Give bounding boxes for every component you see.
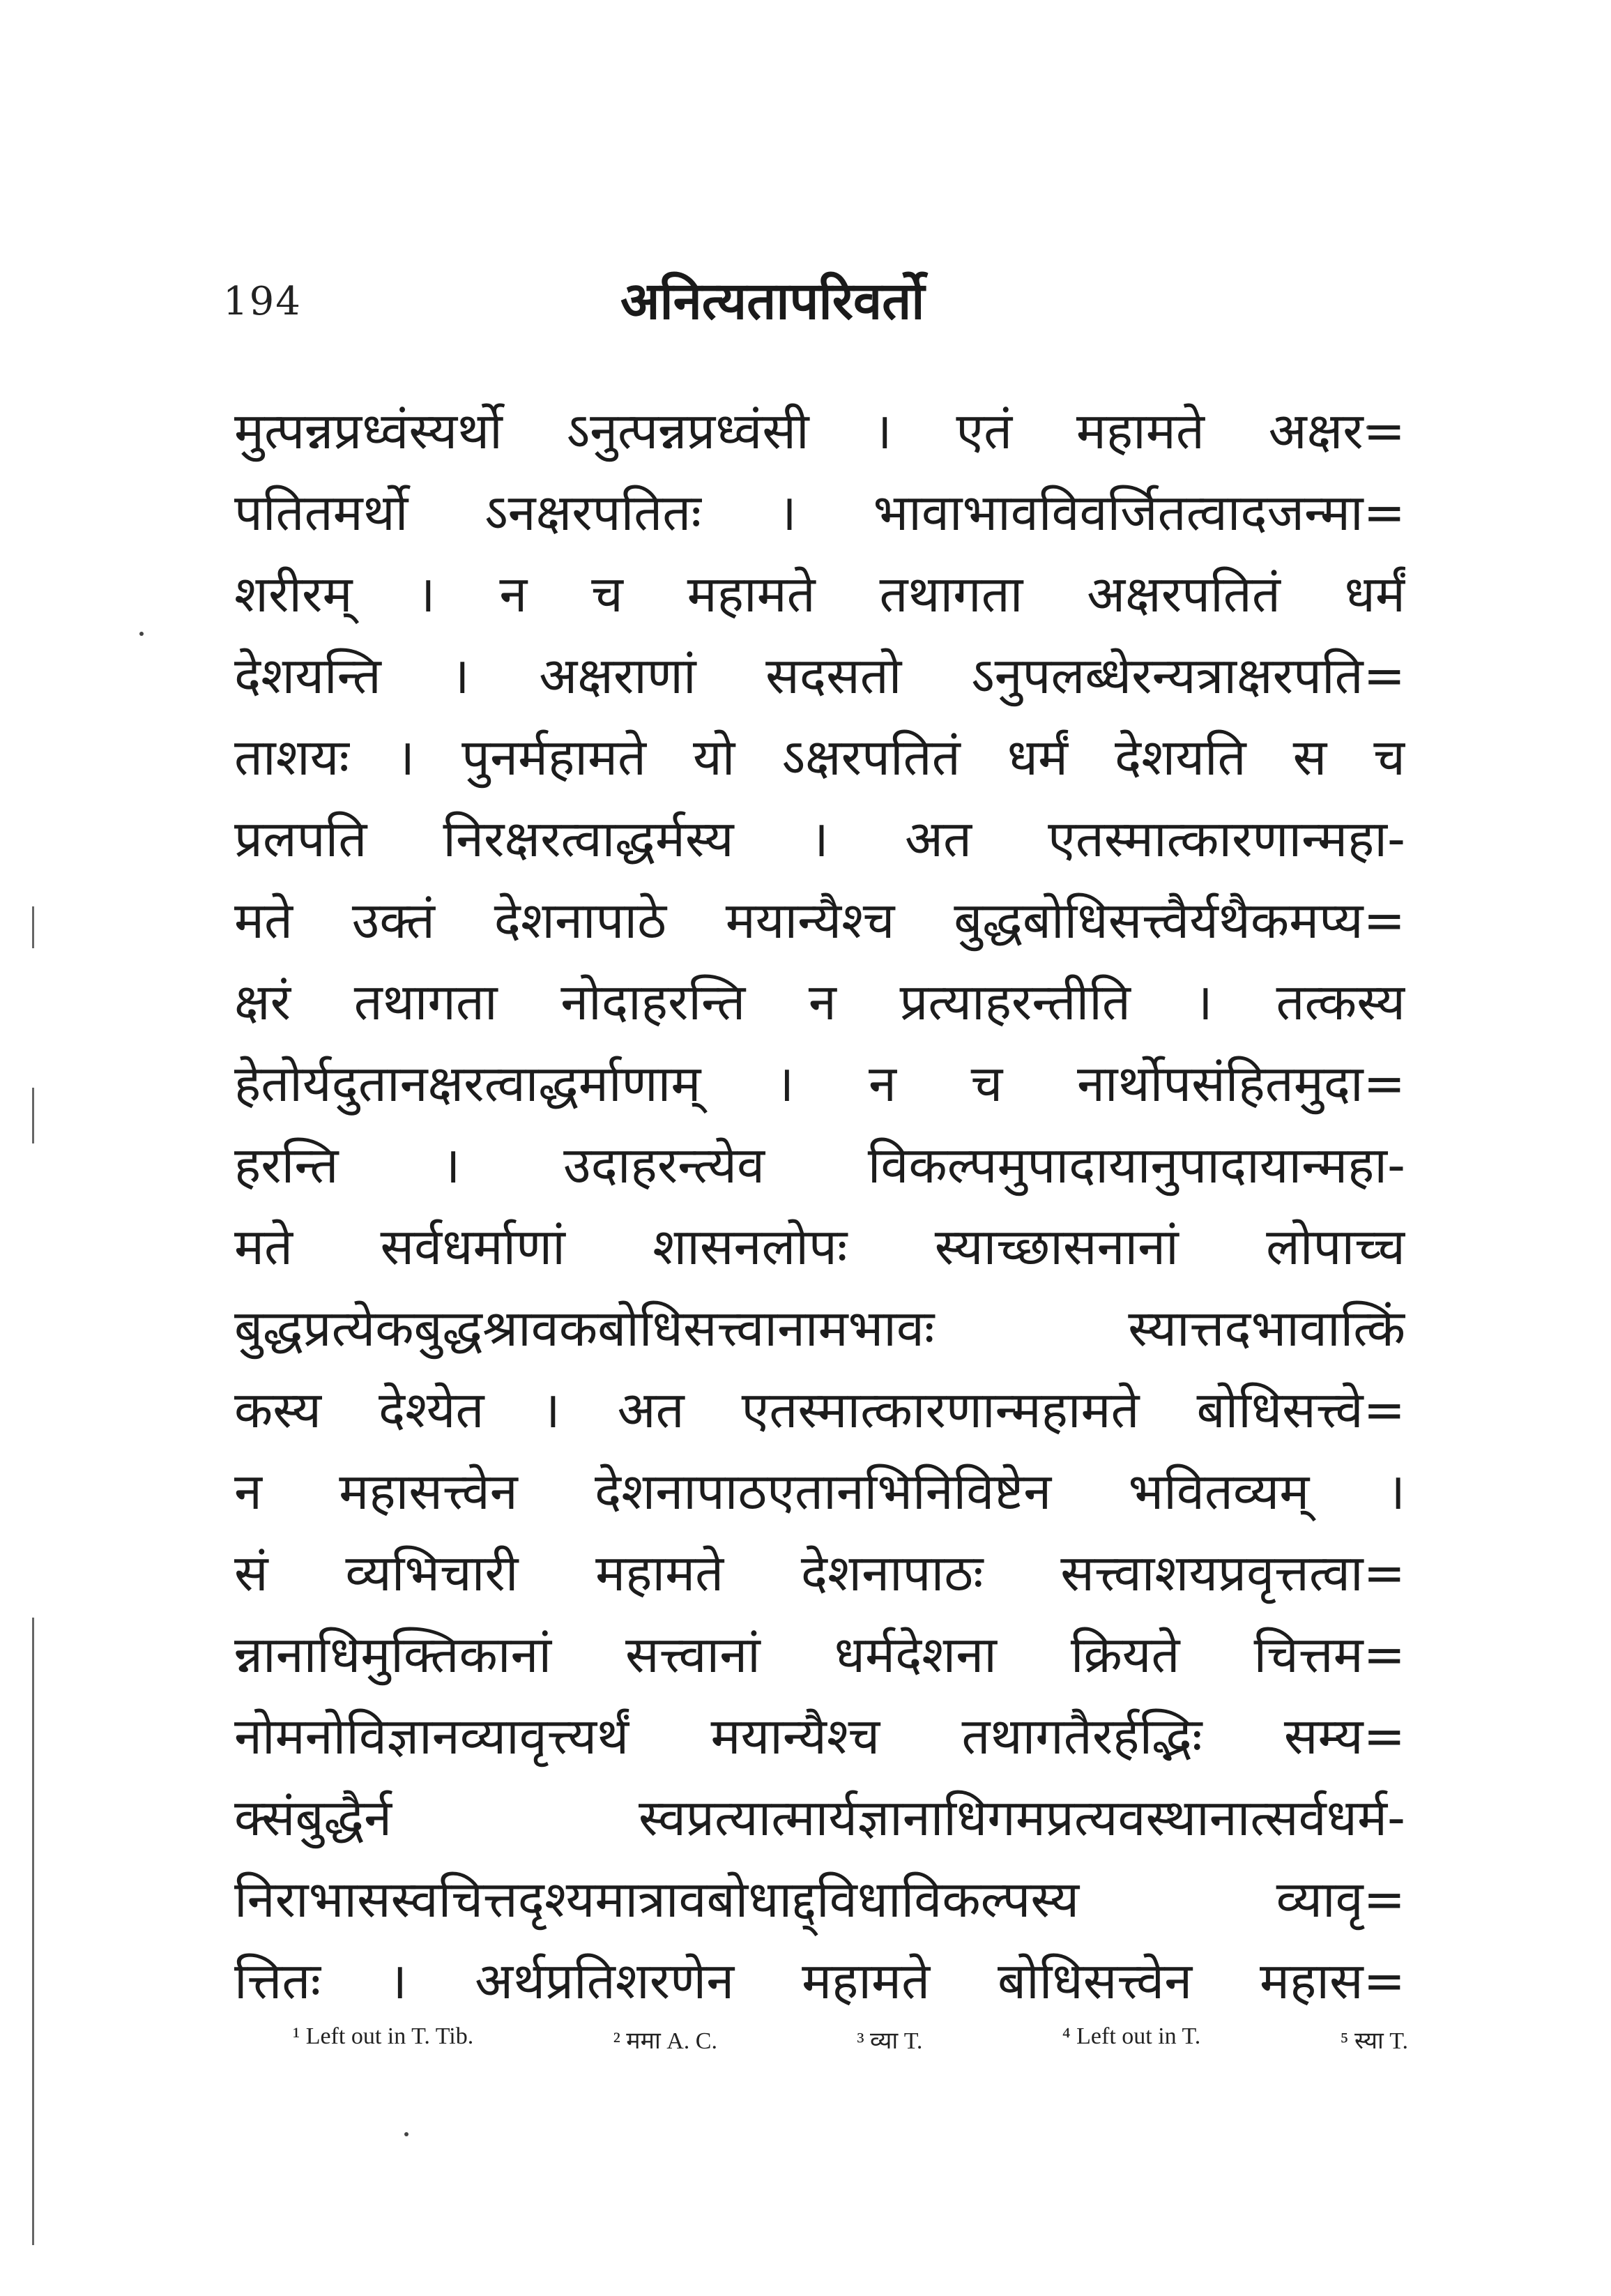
scan-margin-mark bbox=[32, 1088, 34, 1143]
text-line: क्संबुद्धैर्न स्वप्रत्यात्मार्यज्ञानाधिगमप्रत्यवस्थानात्सर्वधर्म- bbox=[234, 1788, 1405, 1847]
footnote: ⁵ स्या T. bbox=[1340, 2028, 1408, 2054]
text-line: मते उक्तं देशनापाठे मयान्यैश्च बुद्धबोधिसत्त्वैर्यथैकमप्य= bbox=[234, 891, 1405, 950]
footnote: ⁴ Left out in T. bbox=[1062, 2023, 1201, 2049]
scan-speck bbox=[404, 2132, 409, 2136]
text-line: नोमनोविज्ञानव्यावृत्त्यर्थं मयान्यैश्च तथागतैरर्हद्भिः सम्य= bbox=[234, 1707, 1405, 1765]
scan-speck bbox=[139, 632, 144, 636]
text-line: देशयन्ति । अक्षराणां सदसतो ऽनुपलब्धेरन्यत्राक्षरपति= bbox=[234, 646, 1405, 705]
text-line: हेतोर्यदुतानक्षरत्वाद्धर्माणाम् । न च नार्थोपसंहितमुदा= bbox=[234, 1054, 1405, 1113]
text-line: सं व्यभिचारी महामते देशनापाठः सत्त्वाशयप्रवृत्तत्वा= bbox=[234, 1544, 1405, 1602]
body-text bbox=[234, 390, 1405, 2022]
footnotes bbox=[293, 2023, 1408, 2055]
text-line: क्षरं तथागता नोदाहरन्ति न प्रत्याहरन्तीति । तत्कस्य bbox=[234, 973, 1405, 1031]
scan-margin-mark bbox=[32, 906, 34, 948]
text-line: बुद्धप्रत्येकबुद्धश्रावकबोधिसत्त्वानामभावः स्यात्तदभावात्किं bbox=[234, 1299, 1405, 1358]
text-line: न्नानाधिमुक्तिकानां सत्त्वानां धर्मदेशना क्रियते चित्तम= bbox=[234, 1625, 1405, 1684]
footnote: ³ व्या T. bbox=[857, 2028, 923, 2054]
text-line: प्रलपति निरक्षरत्वाद्धर्मस्य । अत एतस्मात्कारणान्महा- bbox=[234, 809, 1405, 868]
text-line: हरन्ति । उदाहरन्त्येव विकल्पमुपादायानुपादायान्महा- bbox=[234, 1136, 1405, 1194]
footnote: ¹ Left out in T. Tib. bbox=[293, 2023, 474, 2049]
text-line: शरीरम् । न च महामते तथागता अक्षरपतितं धर्मं bbox=[234, 565, 1405, 623]
text-line: कस्य देश्येत । अत एतस्मात्कारणान्महामते बोधिसत्त्वे= bbox=[234, 1381, 1405, 1439]
text-line: मुत्पन्नप्रध्वंस्यर्थो ऽनुत्पन्नप्रध्वंसी । एतं महामते अक्षर= bbox=[234, 402, 1405, 460]
text-line: निराभासस्वचित्तदृश्यमात्रावबोधाद्द्विधाविकल्पस्य व्यावृ= bbox=[234, 1870, 1405, 1929]
text-line: मते सर्वधर्माणां शासनलोपः स्याच्छासनानां लोपाच्च bbox=[234, 1217, 1405, 1276]
footnote: ² ममा A. C. bbox=[613, 2028, 717, 2054]
text-line: त्तितः । अर्थप्रतिशरणेन महामते बोधिसत्त्वेन महास= bbox=[234, 1952, 1405, 2010]
page-number: 194 bbox=[223, 279, 302, 324]
text-line: न महासत्त्वेन देशनापाठएतानभिनिविष्टेन भवितव्यम् । bbox=[234, 1462, 1405, 1521]
scan-margin-mark bbox=[32, 1618, 34, 2245]
running-title: अनित्यतापरिवर्तो bbox=[620, 271, 925, 331]
page-header bbox=[223, 264, 1408, 340]
text-line: पतितमर्थो ऽनक्षरपतितः । भावाभावविवर्जितत्वादजन्मा= bbox=[234, 483, 1405, 542]
text-line: ताशयः । पुनर्महामते यो ऽक्षरपतितं धर्मं देशयति स च bbox=[234, 728, 1405, 786]
